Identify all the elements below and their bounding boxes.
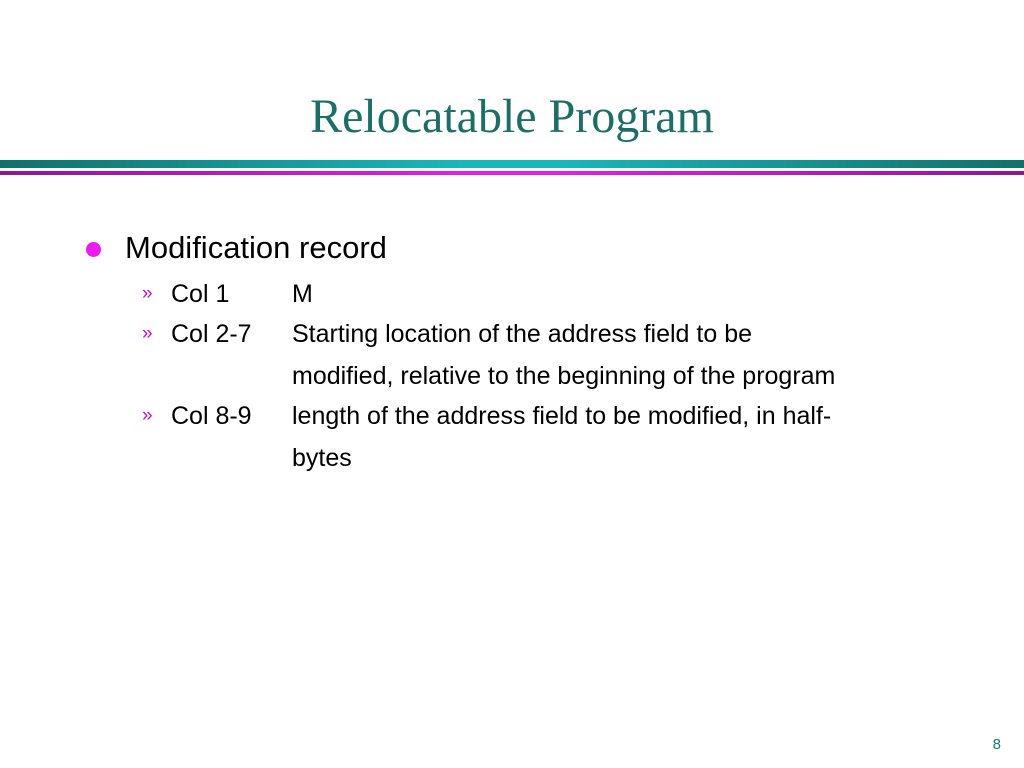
column-label: Col 8-9: [171, 402, 252, 430]
column-description-line: length of the address field to be modified, in half-: [292, 402, 832, 430]
column-label: Col 2-7: [171, 320, 252, 348]
slide-title: Relocatable Program: [310, 90, 714, 143]
column-description-line: bytes: [292, 444, 352, 472]
column-label: Col 1: [171, 280, 230, 308]
chevron-bullet-icon: »: [142, 283, 153, 304]
chevron-bullet-icon: »: [142, 405, 153, 426]
column-description-line: modified, relative to the beginning of the program: [292, 362, 836, 390]
round-bullet-icon: [86, 242, 101, 257]
column-description-line: Starting location of the address field to be: [292, 320, 753, 348]
column-description-line: M: [292, 280, 313, 308]
bullet-label: Modification record: [125, 230, 387, 265]
chevron-bullet-icon: »: [142, 323, 153, 344]
page-number: 8: [992, 736, 1001, 753]
